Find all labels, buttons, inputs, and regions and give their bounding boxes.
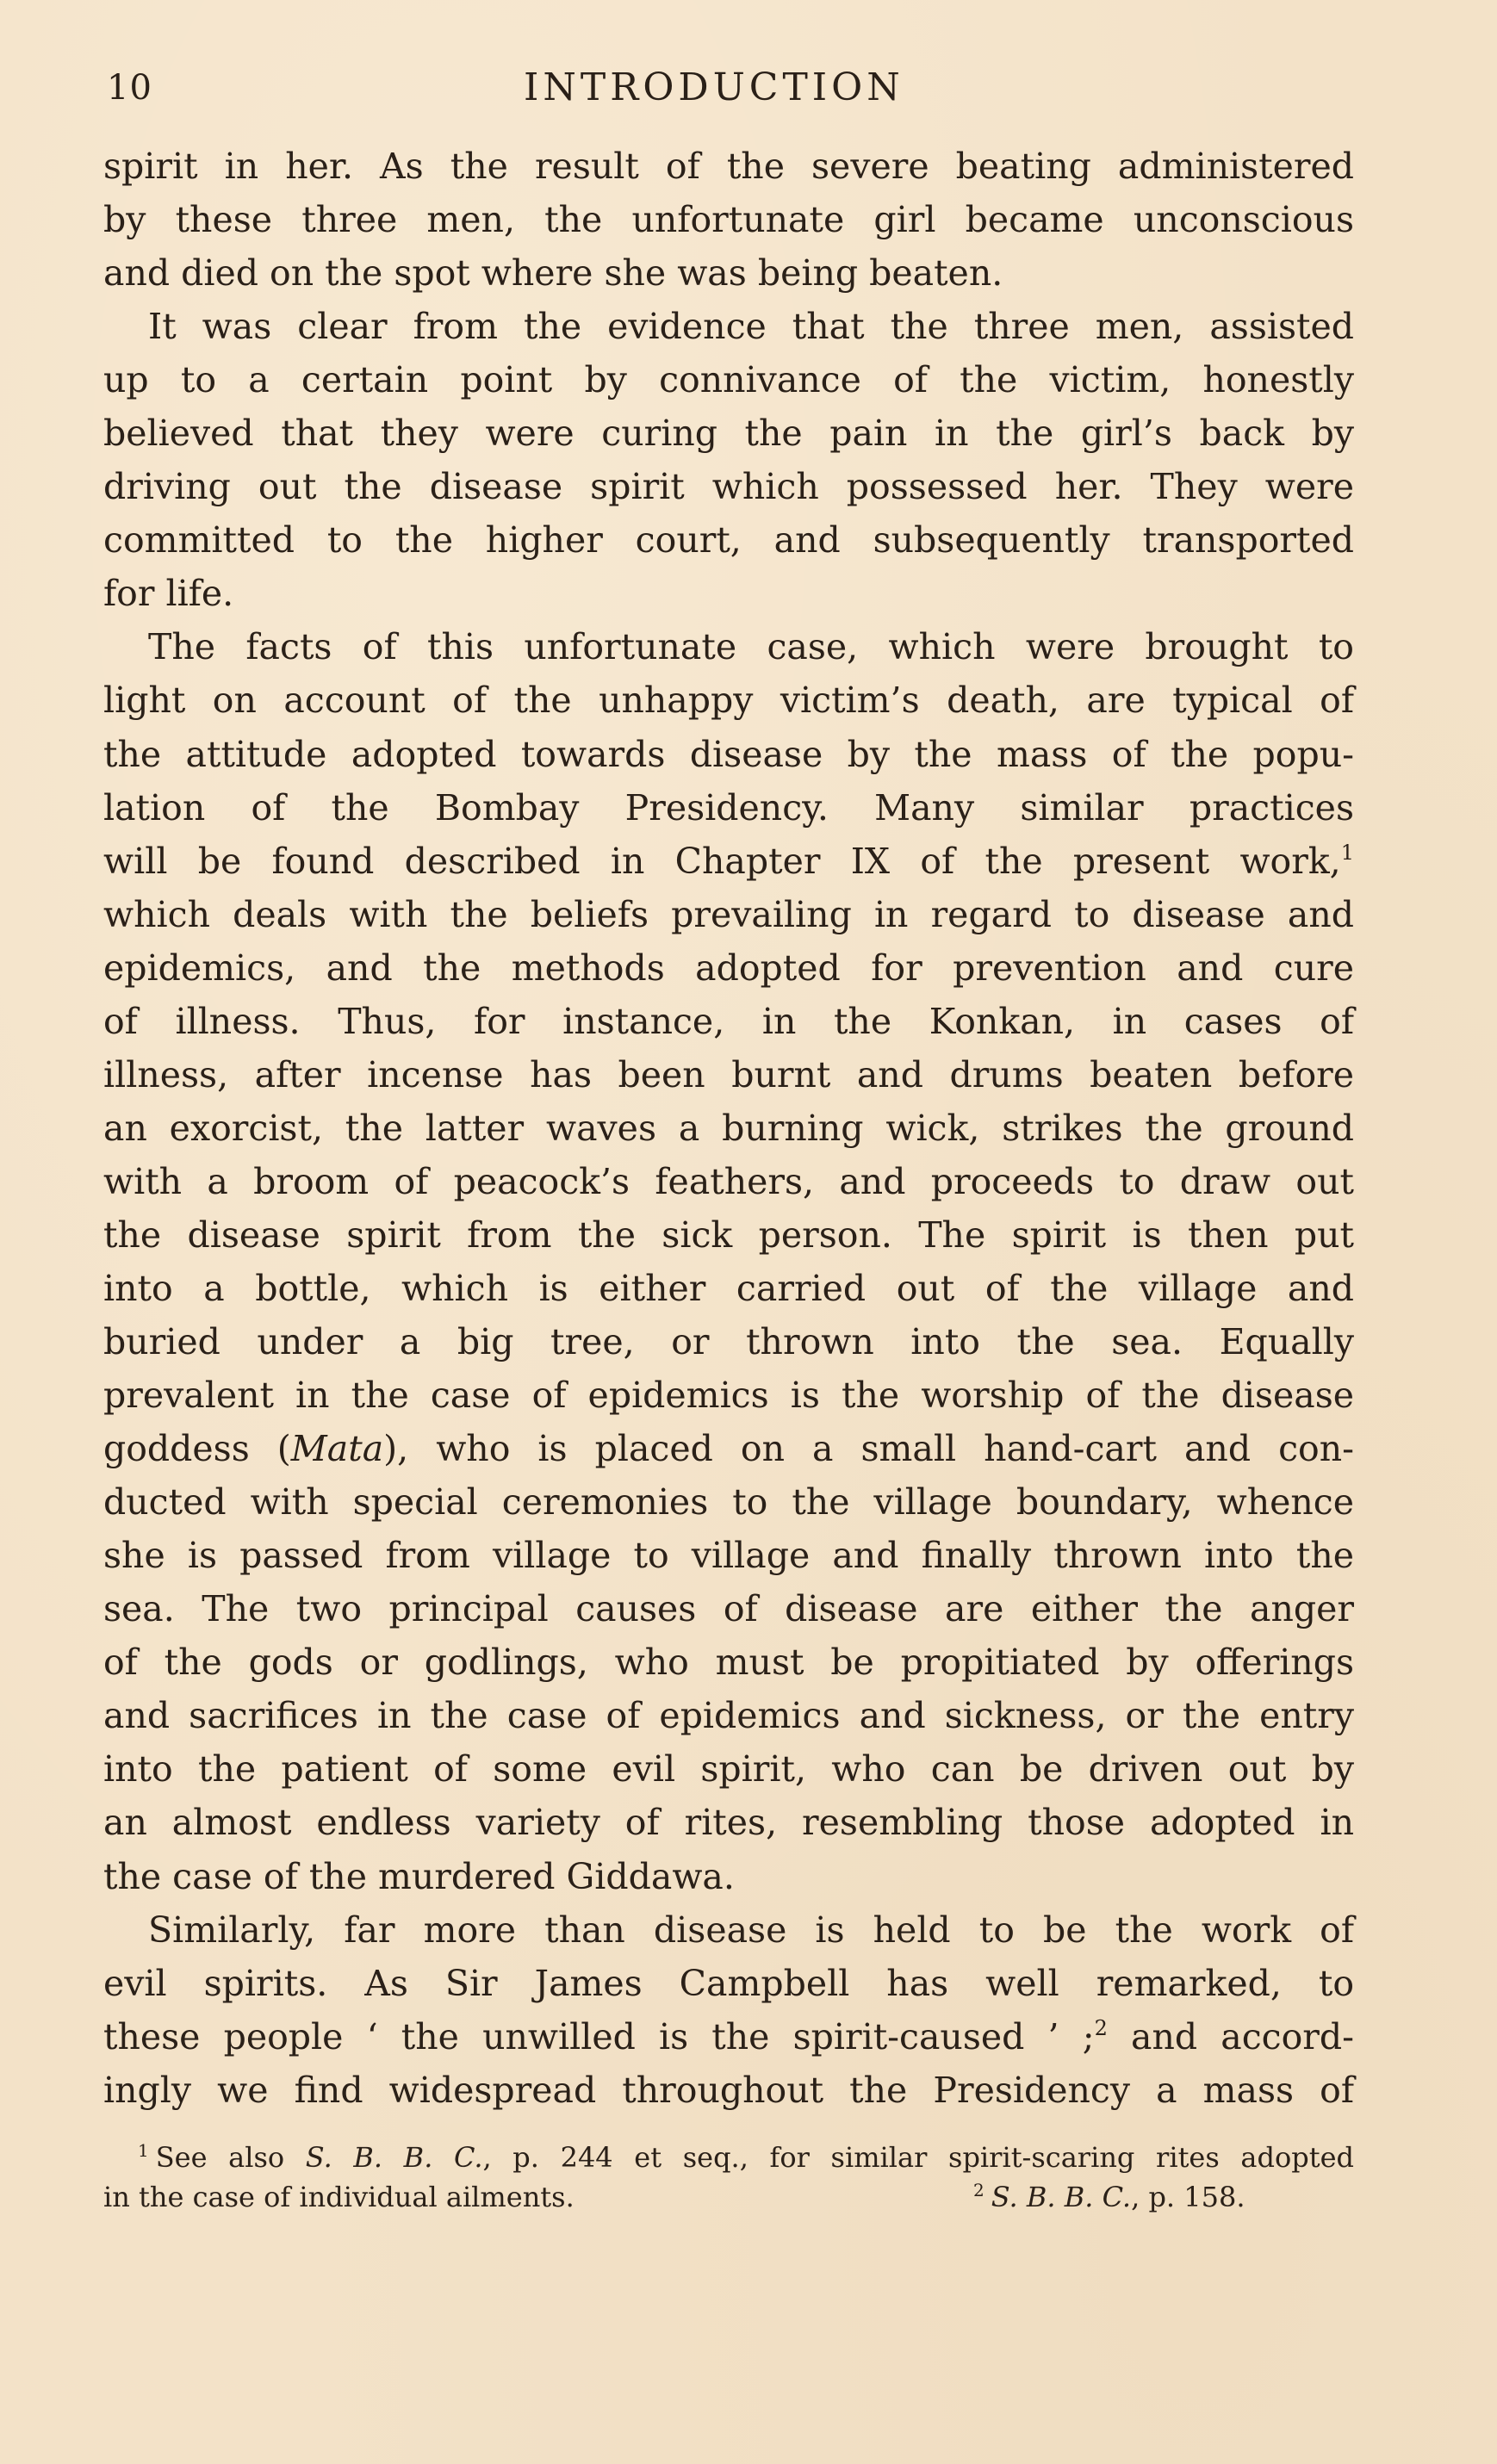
line-text: epidemics, and the methods adopted for prevention and cure bbox=[103, 946, 1354, 989]
line-text: for life. bbox=[103, 573, 234, 615]
line-text: lation of the Bombay Presidency. Many similar practices bbox=[103, 786, 1354, 829]
text-line bbox=[103, 1635, 1354, 1689]
line-text: the attitude adopted towards disease by the mass of the popu- bbox=[103, 733, 1354, 775]
text-line bbox=[103, 1850, 1354, 1903]
line-text: The facts of this unfortunate case, which were brought to bbox=[148, 626, 1354, 668]
footnote-1-abbrev: S. B. B. C. bbox=[305, 2141, 483, 2174]
line-text: into the patient of some evil spirit, who can be driven out by bbox=[103, 1748, 1354, 1791]
line-text-cont: ), who is placed on a small hand-cart and con- bbox=[383, 1428, 1354, 1470]
text-line bbox=[103, 995, 1354, 1048]
text-line bbox=[103, 1957, 1354, 2010]
text-line bbox=[103, 353, 1354, 407]
text-line bbox=[103, 620, 1354, 673]
text-line bbox=[103, 246, 1354, 300]
line-text: which deals with the beliefs prevailing in regard to disease and bbox=[103, 893, 1354, 935]
line-text: these people ‘ the unwilled is the spirit-caused ’ ; bbox=[103, 2015, 1095, 2057]
text-line bbox=[103, 1262, 1354, 1315]
text-line bbox=[103, 1475, 1354, 1529]
text-line bbox=[103, 781, 1354, 835]
text-line bbox=[103, 1315, 1354, 1369]
footnotes bbox=[103, 2138, 1354, 2217]
footnote-1-text: See also bbox=[155, 2141, 306, 2174]
text-line bbox=[103, 1689, 1354, 1742]
text-line bbox=[103, 193, 1354, 246]
footnote-2 bbox=[973, 2177, 1245, 2217]
line-text: ducted with special ceremonies to the village boundary, whence bbox=[103, 1481, 1354, 1524]
footnote-1-line-1 bbox=[103, 2138, 1354, 2177]
footnote-2-abbrev: S. B. B. C. bbox=[991, 2181, 1132, 2213]
text-line bbox=[103, 1742, 1354, 1796]
text-line bbox=[103, 513, 1354, 567]
text-line bbox=[103, 1369, 1354, 1422]
text-line bbox=[103, 673, 1354, 727]
line-text: and sacrifices in the case of epidemics and sickness, or the entry bbox=[103, 1695, 1354, 1737]
line-text: an exorcist, the latter waves a burning wick, strikes the ground bbox=[103, 1107, 1354, 1149]
line-text: ingly we find widespread throughout the Presidency a mass of bbox=[103, 2069, 1354, 2111]
line-text: It was clear from the evidence that the three men, assisted bbox=[148, 306, 1354, 348]
footnote-1-marker: 1 bbox=[138, 2140, 149, 2161]
text-line bbox=[103, 1102, 1354, 1155]
text-line bbox=[103, 1048, 1354, 1102]
line-text: committed to the higher court, and subsequently transported bbox=[103, 519, 1354, 562]
text-line bbox=[103, 2064, 1354, 2117]
body-text bbox=[103, 140, 1354, 2117]
line-text: believed that they were curing the pain in the girl’s back by bbox=[103, 413, 1354, 455]
line-text: an almost endless variety of rites, resembling those adopted in bbox=[103, 1802, 1354, 1844]
text-line bbox=[103, 835, 1354, 888]
line-text: by these three men, the unfortunate girl became unconscious bbox=[103, 199, 1354, 241]
line-text: the case of the murdered Giddawa. bbox=[103, 1855, 735, 1897]
text-line bbox=[103, 1155, 1354, 1208]
footnote-ref: 1 bbox=[1340, 840, 1354, 865]
text-line bbox=[103, 460, 1354, 513]
line-text-cont: and accord- bbox=[1107, 2015, 1355, 2057]
italic-term: Mata bbox=[290, 1428, 384, 1470]
line-text: of illness. Thus, for instance, in the Konkan, in cases of bbox=[103, 1000, 1354, 1042]
line-text: and died on the spot where she was being beaten. bbox=[103, 252, 1003, 295]
text-line bbox=[103, 1903, 1354, 1957]
text-line bbox=[103, 140, 1354, 193]
line-text: illness, after incense has been burnt and drums beaten before bbox=[103, 1053, 1354, 1095]
line-text: up to a certain point by connivance of the victim, honestly bbox=[103, 359, 1354, 401]
footnote-1-text-end: in the case of individual ailments. bbox=[103, 2181, 575, 2213]
text-line bbox=[103, 728, 1354, 781]
running-head bbox=[103, 62, 1352, 114]
page-number: 10 bbox=[107, 68, 152, 108]
line-text: will be found described in Chapter IX of the present work, bbox=[103, 840, 1341, 882]
line-text: goddess ( bbox=[103, 1428, 291, 1470]
line-text: light on account of the unhappy victim’s death, are typical of bbox=[103, 680, 1354, 722]
line-text: Similarly, far more than disease is held to be the work of bbox=[148, 1909, 1354, 1951]
text-line bbox=[103, 1529, 1354, 1582]
text-line bbox=[103, 1582, 1354, 1635]
footnote-1-text-cont: , p. 244 et seq., for similar spirit-scaring rites adopted bbox=[482, 2141, 1354, 2174]
text-line bbox=[103, 567, 1354, 620]
line-text: buried under a big tree, or thrown into the sea. Equally bbox=[103, 1321, 1354, 1363]
text-line bbox=[103, 407, 1354, 460]
text-line bbox=[103, 1796, 1354, 1849]
footnote-2-text: , p. 158. bbox=[1131, 2181, 1245, 2213]
text-line bbox=[103, 941, 1354, 995]
text-line bbox=[103, 888, 1354, 941]
text-line bbox=[103, 1422, 1354, 1475]
line-text: driving out the disease spirit which possessed her. They were bbox=[103, 466, 1354, 508]
line-text: sea. The two principal causes of disease are either the anger bbox=[103, 1588, 1354, 1630]
footnote-line-2 bbox=[103, 2177, 1354, 2217]
running-title: INTRODUCTION bbox=[524, 65, 904, 109]
line-text: into a bottle, which is either carried out of the village and bbox=[103, 1267, 1354, 1309]
footnote-ref: 2 bbox=[1094, 2015, 1108, 2040]
text-line bbox=[103, 1208, 1354, 1262]
text-line bbox=[103, 2010, 1354, 2064]
line-text: she is passed from village to village and finally thrown into the bbox=[103, 1535, 1354, 1577]
line-text: prevalent in the case of epidemics is the worship of the disease bbox=[103, 1375, 1354, 1417]
line-text: spirit in her. As the result of the severe beating administered bbox=[103, 146, 1354, 187]
footnote-2-marker: 2 bbox=[973, 2180, 985, 2200]
line-text: evil spirits. As Sir James Campbell has well remarked, to bbox=[103, 1962, 1354, 2004]
line-text: of the gods or godlings, who must be propitiated by offerings bbox=[103, 1642, 1354, 1684]
line-text: the disease spirit from the sick person. The spirit is then put bbox=[103, 1213, 1354, 1256]
text-line bbox=[103, 300, 1354, 353]
line-text: with a broom of peacock’s feathers, and proceeds to draw out bbox=[103, 1160, 1354, 1202]
